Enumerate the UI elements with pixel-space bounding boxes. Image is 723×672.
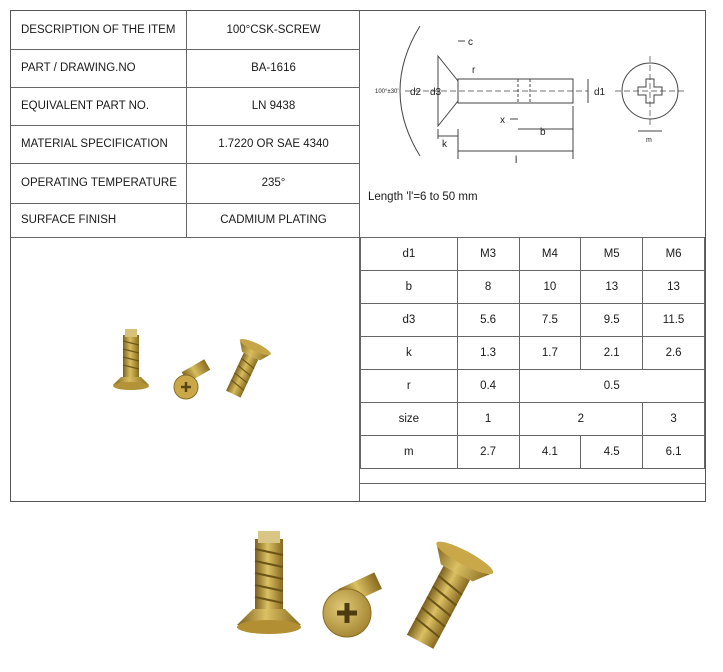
label-d3: d3 — [430, 87, 442, 98]
spec-value: LN 9438 — [186, 87, 360, 125]
label-k: k — [442, 139, 447, 150]
row-label: k — [361, 337, 458, 370]
spec-row-part-number — [11, 49, 359, 88]
table-cell: 1 — [457, 403, 519, 436]
label-l: l — [515, 155, 518, 166]
label-r: r — [472, 65, 476, 76]
table-cell: 5.6 — [457, 304, 519, 337]
row-label: size — [361, 403, 458, 436]
spec-row-description — [11, 11, 359, 50]
table-row — [361, 370, 705, 403]
row-label: m — [361, 436, 458, 469]
spec-label: MATERIAL SPECIFICATION — [21, 138, 168, 150]
empty-table-row — [360, 435, 705, 484]
spec-value: BA-1616 — [186, 49, 360, 87]
table-cell: 2.6 — [643, 337, 705, 370]
angle-label: 100°±30' — [375, 89, 399, 95]
table-cell: 13 — [581, 271, 643, 304]
screw-image-head-large — [323, 572, 382, 637]
label-d1: d1 — [594, 87, 606, 98]
label-b: b — [540, 127, 546, 138]
table-cell: 1.7 — [519, 337, 581, 370]
product-photo-large — [225, 525, 500, 660]
spec-label: OPERATING TEMPERATURE — [21, 177, 177, 189]
row-label: b — [361, 271, 458, 304]
table-cell: M6 — [643, 238, 705, 271]
technical-drawing — [360, 11, 705, 238]
spec-label: SURFACE FINISH — [21, 214, 117, 226]
table-cell: M4 — [519, 238, 581, 271]
table-cell: 3 — [643, 403, 705, 436]
table-cell: 9.5 — [581, 304, 643, 337]
table-row — [361, 304, 705, 337]
spec-sheet — [10, 10, 706, 502]
label-d2: d2 — [410, 87, 422, 98]
table-cell: 2.7 — [457, 436, 519, 469]
table-cell: 10 — [519, 271, 581, 304]
row-label: d1 — [361, 238, 458, 271]
table-cell: 8 — [457, 271, 519, 304]
table-cell: 11.5 — [643, 304, 705, 337]
spec-row-equivalent-part — [11, 87, 359, 126]
label-c: c — [468, 37, 473, 48]
label-x: x — [500, 115, 505, 126]
row-label: r — [361, 370, 458, 403]
table-cell: 13 — [643, 271, 705, 304]
table-cell: M5 — [581, 238, 643, 271]
spec-row-temperature — [11, 163, 359, 204]
table-row — [361, 271, 705, 304]
table-cell: 1.3 — [457, 337, 519, 370]
screw-image-upright — [113, 329, 149, 390]
table-row — [361, 337, 705, 370]
table-cell: M3 — [457, 238, 519, 271]
table-cell: 2 — [519, 403, 643, 436]
spec-value: 100°CSK-SCREW — [186, 11, 360, 49]
table-cell: 4.5 — [581, 436, 643, 469]
table-row — [361, 238, 705, 271]
screw-image-upright-large — [237, 531, 301, 634]
spec-label: EQUIVALENT PART NO. — [21, 100, 150, 112]
table-cell: 7.5 — [519, 304, 581, 337]
spec-value: CADMIUM PLATING — [186, 203, 360, 237]
table-cell: 0.4 — [457, 370, 519, 403]
spec-row-material — [11, 125, 359, 164]
row-label: d3 — [361, 304, 458, 337]
spec-value: 1.7220 OR SAE 4340 — [186, 125, 360, 163]
length-note: Length 'l'=6 to 50 mm — [368, 191, 478, 203]
spec-value: 235° — [186, 163, 360, 203]
table-cell: 4.1 — [519, 436, 581, 469]
table-cell: 0.5 — [519, 370, 705, 403]
spec-label: DESCRIPTION OF THE ITEM — [21, 24, 176, 36]
table-row — [361, 403, 705, 436]
screw-image-head — [174, 359, 210, 399]
screw-image-tilted-large — [392, 537, 496, 657]
spec-label: PART / DRAWING.NO — [21, 62, 136, 74]
label-m: m — [646, 137, 652, 144]
screw-image-tilted — [218, 336, 272, 401]
spec-row-surface-finish — [11, 203, 359, 238]
table-cell: 6.1 — [643, 436, 705, 469]
table-cell: 2.1 — [581, 337, 643, 370]
product-photo-small — [11, 237, 359, 501]
